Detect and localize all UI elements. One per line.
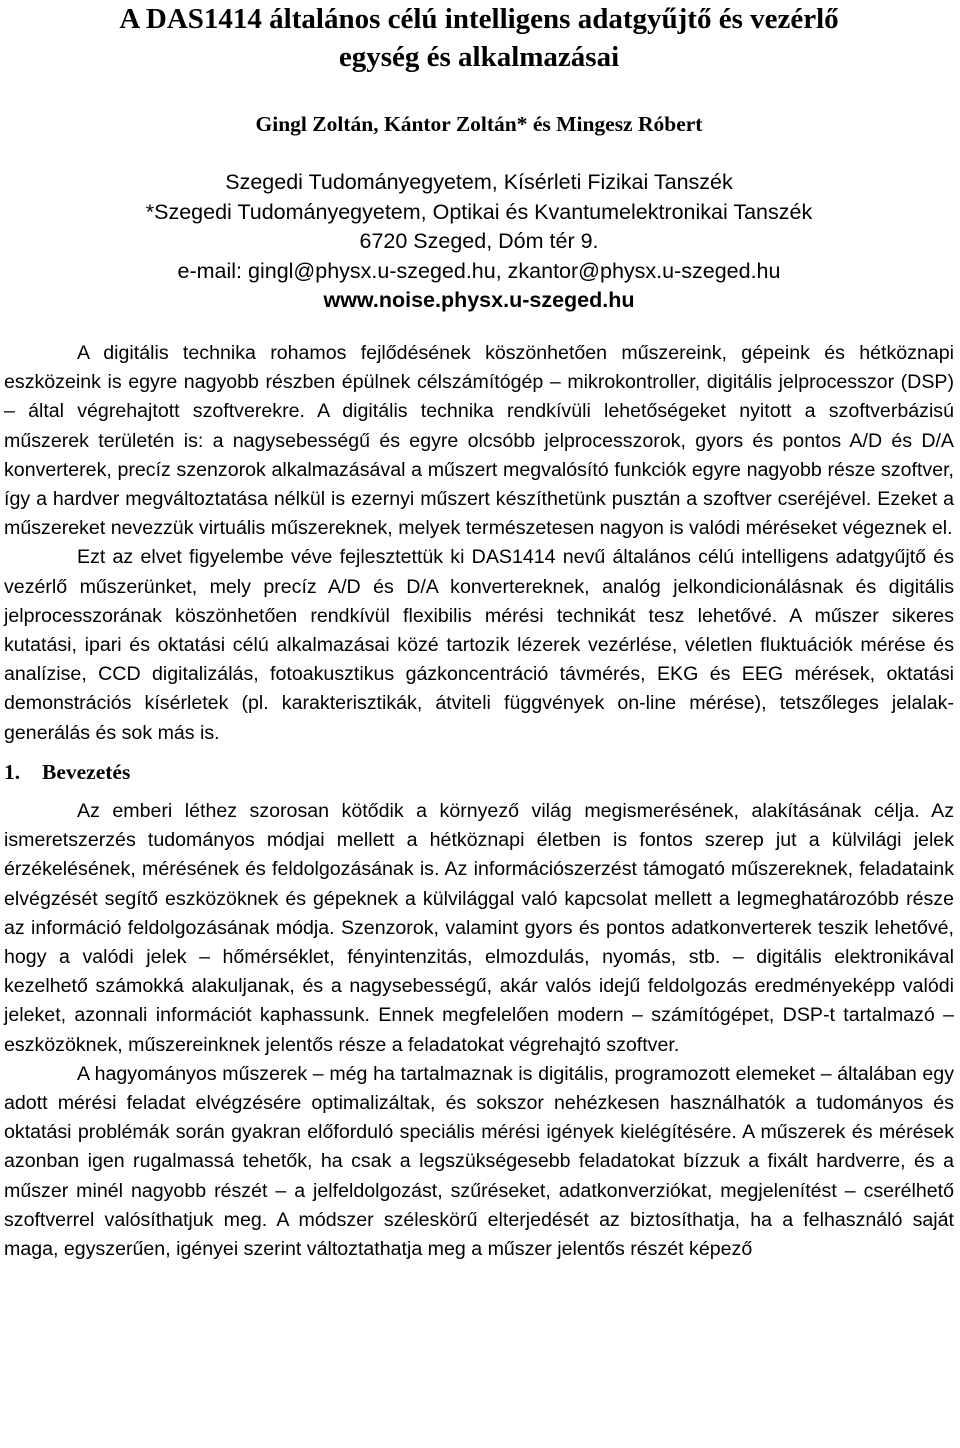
title-line-2: egység és alkalmazásai xyxy=(338,41,620,73)
website-link[interactable]: www.noise.physx.u-szeged.hu xyxy=(323,288,635,313)
affiliation-block xyxy=(4,168,954,316)
abstract-paragraph-2: Ezt az elvet figyelembe véve fejlesztettük ki DAS1414 nevű általános célú intelligens adatgyűjtő és vezérlő műszerünket, mely precíz A/D és D/A konvertereknek, analóg jelkondicionálásnak és digitális jelprocesszorának köszönhetően rendkívül flexibilis mérési technikát tesz lehetővé. A műszer sikeres kutatási, ipari és oktatási célú alkalmazásai közé tartozik lézerek vezérlése, véletlen fluktuációk mérése és analízise, CCD digitalizálás, fotoakusztikus gázkoncentráció távmérés, EKG és EEG mérések, oktatási demonstrációs kísérletek (pl. karakterisztikák, átviteli függvények on-line mérése), tetszőleges jelalak-generálás és sok más is. xyxy=(4,546,954,744)
abstract-paragraph-1: A digitális technika rohamos fejlődésének köszönhetően műszereink, gépeink és hétköznapi eszközeink is egyre nagyobb részben épülnek célszámítógép – mikrokontroller, digitális jelprocesszor (DSP) – által végrehajtott szoftverekre. A digitális technika rendkívüli lehetőségeket nyitott a szoftverbázisú műszerek területén is: a nagysebességű és egyre olcsóbb jelprocesszorok, gyors és pontos A/D és D/A konverterek, precíz szenzorok alkalmazásával a műszert megvalósító funkciók egyre nagyobb része szoftver, így a hardver megváltoztatása nélkül is ezernyi műszert készíthetünk pusztán a szoftver cseréjével. Ezeket a műszereket nevezzük virtuális műszereknek, melyek természetesen nagyon is valódi méréseket végeznek el. xyxy=(4,342,954,540)
section-paragraph-1: Az emberi léthez szorosan kötődik a környező világ megismerésének, alakításának célja. Az ismeretszerzés tudományos módjai mellett a hétköznapi életben is fontos szerep jut a külvilági jelek érzékelésének, mérésének és feldolgozásának is. Az információszerzést támogató műszereknek, feladataink elvégzését segítő eszközöknek és gépeknek a külvilággal való kapcsolat mellett a legmeghatározóbb része az információ feldolgozásának módja. Szenzorok, valamint gyors és pontos adatkonverterek teszik lehetővé, hogy a valódi jelek – hőmérséklet, fényintenzitás, elmozdulás, nyomás, stb. – digitális elektronikával kezelhető számokká alakuljanak, és a nagysebességű, akár valós idejű feldolgozás eredményeképp valódi jeleket, azonnali információt kaphassunk. Ennek megfelelően modern – számítógépet, DSP-t tartalmazó – eszközöknek, műszereinknek jelentős része a feladatokat végrehajtó szoftver. xyxy=(4,800,954,1056)
author-emails: e-mail: gingl@physx.u-szeged.hu, zkantor@physx.u-szeged.hu xyxy=(177,258,781,283)
paper-page xyxy=(4,0,954,1261)
affiliation-line-1: Szegedi Tudományegyetem, Kísérleti Fizikai Tanszék xyxy=(225,170,733,194)
author-list: Gingl Zoltán, Kántor Zoltán* és Mingesz Róbert xyxy=(255,112,703,136)
section-title: Bevezetés xyxy=(42,759,131,784)
paper-title xyxy=(4,0,954,76)
section-number: 1. xyxy=(4,759,21,784)
title-line-1: A DAS1414 általános célú intelligens adatgyűjtő és vezérlő xyxy=(119,3,839,35)
paper-body xyxy=(4,339,954,1264)
affiliation-address: 6720 Szeged, Dóm tér 9. xyxy=(359,229,599,254)
section-paragraph-2: A hagyományos műszerek – még ha tartalmaznak is digitális, programozott elemeket – általában egy adott mérési feladat elvégzésére optimalizáltak, és sokszor nehézkesen használhatók a tudományos és oktatási problémák során gyakran előforduló speciális mérési igények kielégítésére. A műszerek és mérések azonban igen rugalmassá tehetők, ha csak a legszükségesebb feladatokat bízzuk a fixált hardverre, és a műszer minél nagyobb részét – a jelfeldolgozást, szűréseket, adatkonverziókat, megjelenítést – cserélhető szoftverrel valósíthatjuk meg. A módszer széleskörű elterjedését az biztosíthatja, ha a felhasználó saját maga, egyszerűen, igényei szerint változtathatja meg a műszer jelentős részét képező xyxy=(4,1062,954,1261)
section-heading xyxy=(4,758,954,787)
affiliation-line-2: *Szegedi Tudományegyetem, Optikai és Kvantumelektronikai Tanszék xyxy=(145,199,813,224)
